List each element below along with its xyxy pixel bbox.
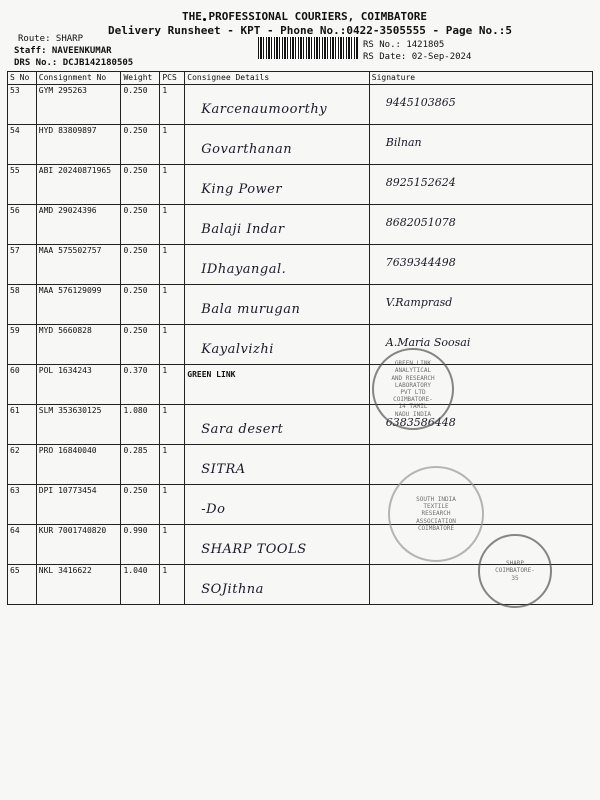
- row-consignee: Govarthanan: [201, 142, 293, 157]
- row-consignee-cell: [185, 325, 369, 365]
- row-sno: 54: [10, 126, 20, 135]
- row-weight-cell: [121, 325, 160, 365]
- col-signature: Signature: [369, 72, 592, 85]
- row-pcs-cell: [160, 165, 185, 205]
- green-link-stamp: [372, 348, 454, 430]
- row-consignment-cell: [36, 245, 121, 285]
- row-consignee-cell: [185, 525, 369, 565]
- row-consignment: KUR 7001740820: [38, 526, 107, 535]
- row-weight: 0.250: [123, 126, 148, 135]
- row-consignee: IDhayangal.: [201, 262, 287, 277]
- row-sno-cell: [8, 565, 37, 605]
- row-sno-cell: [8, 325, 37, 365]
- row-weight: 0.990: [123, 526, 148, 535]
- row-sno: 62: [10, 446, 20, 455]
- drs-label: DRS No.: DCJB142180505: [14, 58, 134, 68]
- row-consignee: SHARP TOOLS: [201, 542, 307, 557]
- row-pcs: 1: [162, 526, 168, 535]
- row-weight: 0.285: [123, 446, 148, 455]
- row-weight-cell: [121, 285, 160, 325]
- runsheet-subtitle: Delivery Runsheet - KPT - Phone No.:0422-3505555 - Page No.:5: [108, 24, 512, 37]
- row-consignment: ABI 20240871965: [38, 166, 112, 175]
- table-row: [8, 405, 593, 445]
- row-weight-cell: [121, 525, 160, 565]
- rs-number: RS No.: 1421805: [363, 40, 445, 50]
- row-signature: A.Maria Soosai: [385, 336, 471, 349]
- row-signature: 8925152624: [385, 176, 456, 189]
- row-consignment: NKL 3416622: [38, 566, 92, 575]
- row-sno: 65: [10, 566, 20, 575]
- row-pcs-cell: [160, 325, 185, 365]
- row-sno: 63: [10, 486, 20, 495]
- row-weight: 0.250: [123, 246, 148, 255]
- row-sno: 61: [10, 406, 20, 415]
- sitra-stamp: [388, 466, 484, 562]
- table-header-row: [8, 72, 593, 85]
- row-consignee-cell: [185, 565, 369, 605]
- row-consignment: PRO 16840040: [38, 446, 97, 455]
- row-consignment-cell: [36, 325, 121, 365]
- row-pcs: 1: [162, 126, 168, 135]
- table-row: [8, 485, 593, 525]
- row-weight: 0.250: [123, 166, 148, 175]
- row-consignment-cell: [36, 165, 121, 205]
- rs-date: RS Date: 02-Sep-2024: [363, 52, 472, 62]
- row-weight-cell: [121, 405, 160, 445]
- sitra-stamp-text: SOUTH INDIA TEXTILE RESEARCH ASSOCIATION COIMBATORE: [416, 496, 456, 532]
- row-pcs-cell: [160, 485, 185, 525]
- row-weight-cell: [121, 125, 160, 165]
- row-signature: V.Ramprasd: [385, 296, 453, 309]
- col-sno: S No: [8, 72, 37, 85]
- barcode: [258, 37, 358, 59]
- row-signature-cell: [369, 125, 592, 165]
- row-weight: 0.250: [123, 486, 148, 495]
- row-pcs: 1: [162, 326, 168, 335]
- company-title: THE PROFESSIONAL COURIERS, COIMBATORE: [182, 10, 428, 23]
- col-pcs: PCS: [160, 72, 185, 85]
- row-pcs: 1: [162, 206, 168, 215]
- row-signature: 6383586448: [385, 416, 456, 429]
- row-pcs: 1: [162, 406, 168, 415]
- route-label: Route: SHARP: [18, 34, 84, 44]
- row-weight: 1.040: [123, 566, 148, 575]
- row-signature: Bilnan: [385, 136, 422, 149]
- row-consignee-cell: [185, 445, 369, 485]
- row-consignment-cell: [36, 205, 121, 245]
- row-consignee-cell: [185, 245, 369, 285]
- row-pcs-cell: [160, 125, 185, 165]
- row-consignee: SOJithna: [201, 582, 264, 597]
- row-pcs-cell: [160, 565, 185, 605]
- row-consignment-cell: [36, 125, 121, 165]
- row-pcs-cell: [160, 445, 185, 485]
- row-consignment: AMD 29024396: [38, 206, 97, 215]
- row-pcs-cell: [160, 245, 185, 285]
- table-row: [8, 245, 593, 285]
- row-consignee-cell: [185, 125, 369, 165]
- row-consignment: MAA 575502757: [38, 246, 102, 255]
- row-consignment: GYM 295263: [38, 86, 87, 95]
- row-pcs: 1: [162, 366, 168, 375]
- row-consignee-cell: [185, 165, 369, 205]
- row-sno-cell: [8, 85, 37, 125]
- row-pcs-cell: [160, 405, 185, 445]
- row-consignee: Bala murugan: [201, 302, 301, 317]
- row-sno-cell: [8, 365, 37, 405]
- row-weight-cell: [121, 445, 160, 485]
- row-signature-cell: [369, 165, 592, 205]
- row-weight-cell: [121, 245, 160, 285]
- row-weight-cell: [121, 365, 160, 405]
- row-weight: 0.250: [123, 286, 148, 295]
- row-sno-cell: [8, 245, 37, 285]
- table-row: [8, 85, 593, 125]
- row-pcs-cell: [160, 285, 185, 325]
- row-signature-cell: [369, 245, 592, 285]
- row-consignment-cell: [36, 85, 121, 125]
- row-sno-cell: [8, 525, 37, 565]
- row-consignment-cell: [36, 525, 121, 565]
- row-consignee-cell: [185, 285, 369, 325]
- green-link-stamp-text: GREEN LINK ANALYTICAL AND RESEARCH LABORATORY PVT LTD COIMBATORE-14 TAMIL NADU INDIA: [391, 360, 435, 418]
- row-weight: 0.370: [123, 366, 148, 375]
- table-row: [8, 365, 593, 405]
- row-sno: 55: [10, 166, 20, 175]
- row-pcs-cell: [160, 85, 185, 125]
- row-sno: 59: [10, 326, 20, 335]
- row-consignment: SLM 353630125: [38, 406, 102, 415]
- row-sno: 58: [10, 286, 20, 295]
- row-sno: 60: [10, 366, 20, 375]
- table-row: [8, 205, 593, 245]
- sharp-stamp: [478, 534, 552, 608]
- row-signature: 7639344498: [385, 256, 456, 269]
- row-consignee: Balaji Indar: [201, 222, 285, 237]
- row-sno-cell: [8, 285, 37, 325]
- row-pcs: 1: [162, 86, 168, 95]
- staff-label: Staff: NAVEENKUMAR: [14, 46, 112, 56]
- row-signature-cell: [369, 85, 592, 125]
- sharp-stamp-text: SHARP COIMBATORE-35: [495, 560, 535, 582]
- row-consignment: MAA 576129099: [38, 286, 102, 295]
- row-consignment: POL 1634243: [38, 366, 92, 375]
- row-sno: 64: [10, 526, 20, 535]
- row-sno-cell: [8, 165, 37, 205]
- row-signature-cell: [369, 205, 592, 245]
- row-signature: 8682051078: [385, 216, 456, 229]
- row-pcs-cell: [160, 205, 185, 245]
- row-sno: 57: [10, 246, 20, 255]
- row-weight-cell: [121, 485, 160, 525]
- table-row: [8, 325, 593, 365]
- row-consignee-cell: [185, 85, 369, 125]
- row-consignment-cell: [36, 565, 121, 605]
- row-consignee: Kayalvizhi: [201, 342, 274, 357]
- row-consignment: DPI 10773454: [38, 486, 97, 495]
- row-sno-cell: [8, 485, 37, 525]
- row-consignee: GREEN LINK: [187, 370, 236, 379]
- row-consignee-cell: [185, 405, 369, 445]
- row-weight-cell: [121, 165, 160, 205]
- row-weight: 1.080: [123, 406, 148, 415]
- row-pcs: 1: [162, 446, 168, 455]
- row-consignment-cell: [36, 405, 121, 445]
- row-sno-cell: [8, 405, 37, 445]
- row-signature: 9445103865: [385, 96, 456, 109]
- row-consignment: HYD 83809897: [38, 126, 97, 135]
- runsheet-table: [7, 71, 593, 605]
- row-pcs: 1: [162, 566, 168, 575]
- row-weight: 0.250: [123, 86, 148, 95]
- table-body: [8, 85, 593, 605]
- table-row: [8, 125, 593, 165]
- row-weight: 0.250: [123, 206, 148, 215]
- row-pcs: 1: [162, 286, 168, 295]
- row-consignment: MYD 5660828: [38, 326, 92, 335]
- row-pcs: 1: [162, 246, 168, 255]
- row-sno-cell: [8, 445, 37, 485]
- row-consignment-cell: [36, 285, 121, 325]
- row-sno-cell: [8, 205, 37, 245]
- col-consignee: Consignee Details: [185, 72, 369, 85]
- col-weight: Weight: [121, 72, 160, 85]
- row-consignee: -Do: [201, 502, 226, 517]
- row-sno: 53: [10, 86, 20, 95]
- row-pcs-cell: [160, 365, 185, 405]
- row-weight-cell: [121, 85, 160, 125]
- row-consignment-cell: [36, 365, 121, 405]
- row-consignee: Sara desert: [201, 422, 284, 437]
- row-consignment-cell: [36, 445, 121, 485]
- row-weight-cell: [121, 565, 160, 605]
- row-consignee-cell: [185, 485, 369, 525]
- col-consignment: Consignment No: [36, 72, 121, 85]
- row-pcs: 1: [162, 166, 168, 175]
- row-consignee: Karcenaumoorthy: [201, 102, 328, 117]
- row-weight-cell: [121, 205, 160, 245]
- row-pcs: 1: [162, 486, 168, 495]
- row-consignee-cell: [185, 205, 369, 245]
- row-weight: 0.250: [123, 326, 148, 335]
- table-row: [8, 165, 593, 205]
- row-consignee: King Power: [201, 182, 283, 197]
- row-signature-cell: [369, 285, 592, 325]
- row-consignee-cell: [185, 365, 369, 405]
- row-consignee: SITRA: [201, 462, 246, 477]
- row-pcs-cell: [160, 525, 185, 565]
- row-consignment-cell: [36, 485, 121, 525]
- table-row: [8, 285, 593, 325]
- row-sno: 56: [10, 206, 20, 215]
- table-row: [8, 445, 593, 485]
- row-sno-cell: [8, 125, 37, 165]
